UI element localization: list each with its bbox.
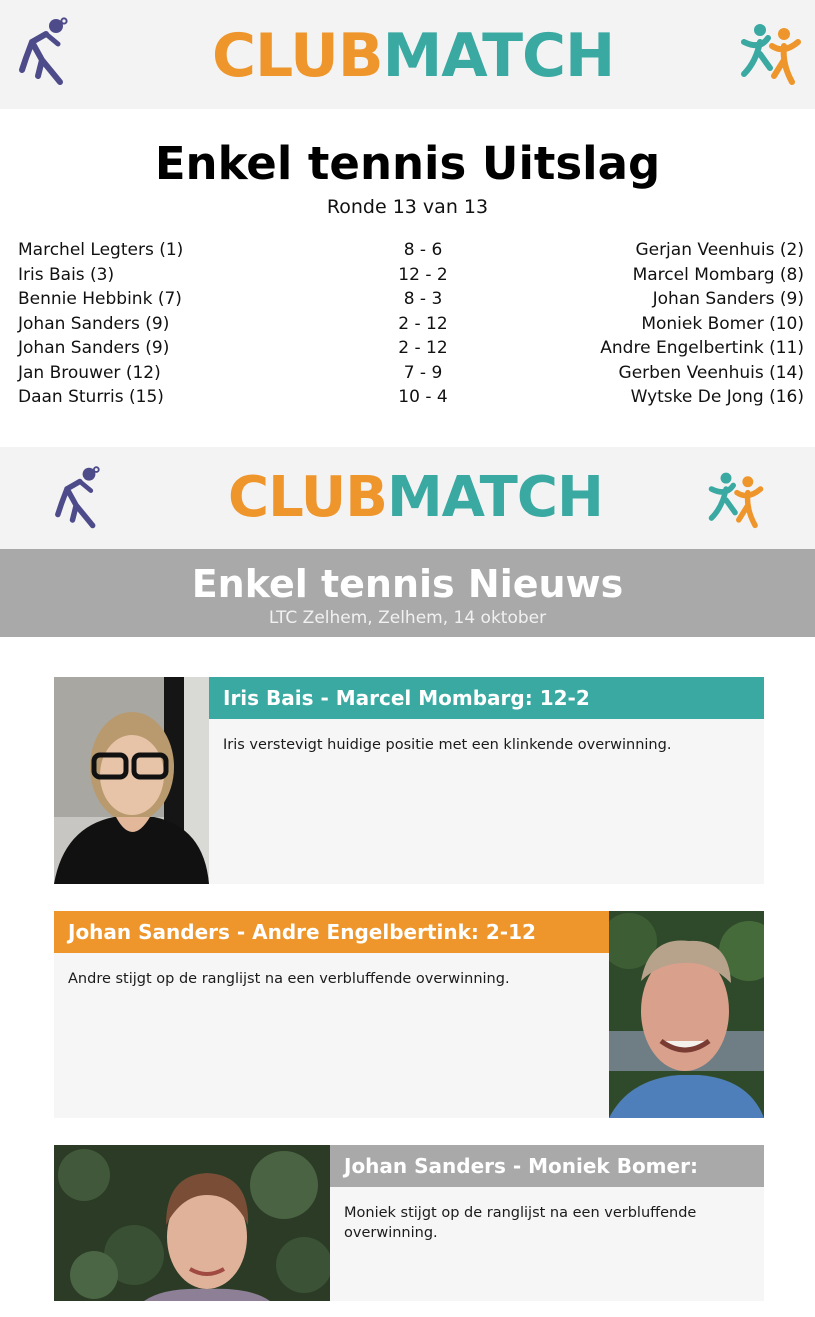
player-home: Iris Bais (3) [18, 264, 115, 285]
player-away: Andre Engelbertink (11) [600, 338, 804, 358]
player-photo [54, 677, 209, 884]
player-away: Gerjan Veenhuis (2) [635, 240, 804, 260]
news-card [54, 677, 764, 884]
logo-match: MATCH [386, 465, 603, 530]
news-banner [0, 549, 815, 637]
news-card [54, 1145, 764, 1301]
player-away: Marcel Mombarg (8) [632, 264, 804, 285]
player-home: Jan Brouwer (12) [18, 362, 161, 383]
player-home: Marchel Legters (1) [18, 240, 184, 260]
clubmatch-logo [212, 20, 614, 92]
tennis-player-icon [16, 16, 72, 88]
player-away: Moniek Bomer (10) [641, 313, 804, 334]
people-icon [706, 469, 766, 529]
results-title: Enkel tennis Uitslag [154, 137, 661, 190]
result-row [18, 263, 804, 288]
clubmatch-header-news [0, 447, 815, 549]
logo-club: CLUB [212, 21, 383, 91]
player-away: Johan Sanders (9) [652, 289, 804, 309]
news-card [54, 911, 764, 1118]
player-photo [54, 1145, 330, 1301]
result-row [18, 312, 804, 337]
result-row [18, 336, 804, 361]
match-score: 7 - 9 [403, 362, 443, 383]
news-headline: Iris Bais - Marcel Mombarg: 12-2 [209, 677, 764, 719]
news-text: Moniek stijgt op de ranglijst na een verbluffende overwinning. [344, 1205, 697, 1241]
people-icon [738, 20, 804, 86]
player-home: Johan Sanders (9) [18, 313, 170, 334]
match-score: 12 - 2 [398, 264, 448, 285]
news-subtitle: LTC Zelhem, Zelhem, 14 oktober [268, 608, 547, 628]
match-score: 8 - 3 [403, 289, 443, 309]
player-home: Daan Sturris (15) [18, 387, 164, 407]
player-away: Wytske De Jong (16) [630, 387, 804, 407]
match-score: 10 - 4 [398, 387, 448, 407]
news-headline: Johan Sanders - Moniek Bomer: [330, 1145, 764, 1187]
player-photo [609, 911, 764, 1118]
result-row [18, 287, 804, 312]
clubmatch-logo [228, 465, 603, 531]
results-round: Ronde 13 van 13 [326, 196, 489, 218]
result-row [18, 361, 804, 386]
news-headline: Johan Sanders - Andre Engelbertink: 2-12 [54, 911, 609, 953]
clubmatch-header-top [0, 0, 815, 109]
logo-club: CLUB [228, 465, 387, 530]
player-away: Gerben Veenhuis (14) [618, 362, 804, 383]
news-title: Enkel tennis Nieuws [191, 562, 624, 606]
news-text: Andre stijgt op de ranglijst na een verbluffende overwinning. [68, 971, 510, 987]
match-score: 8 - 6 [403, 240, 443, 260]
player-home: Johan Sanders (9) [18, 338, 170, 358]
result-row [18, 385, 804, 410]
logo-match: MATCH [382, 21, 615, 91]
tennis-player-icon [52, 465, 104, 531]
match-score: 2 - 12 [398, 338, 448, 358]
news-text: Iris verstevigt huidige positie met een klinkende overwinning. [223, 737, 672, 753]
result-row [18, 238, 804, 263]
results-list [18, 238, 804, 410]
match-score: 2 - 12 [398, 313, 448, 334]
player-home: Bennie Hebbink (7) [18, 289, 182, 309]
